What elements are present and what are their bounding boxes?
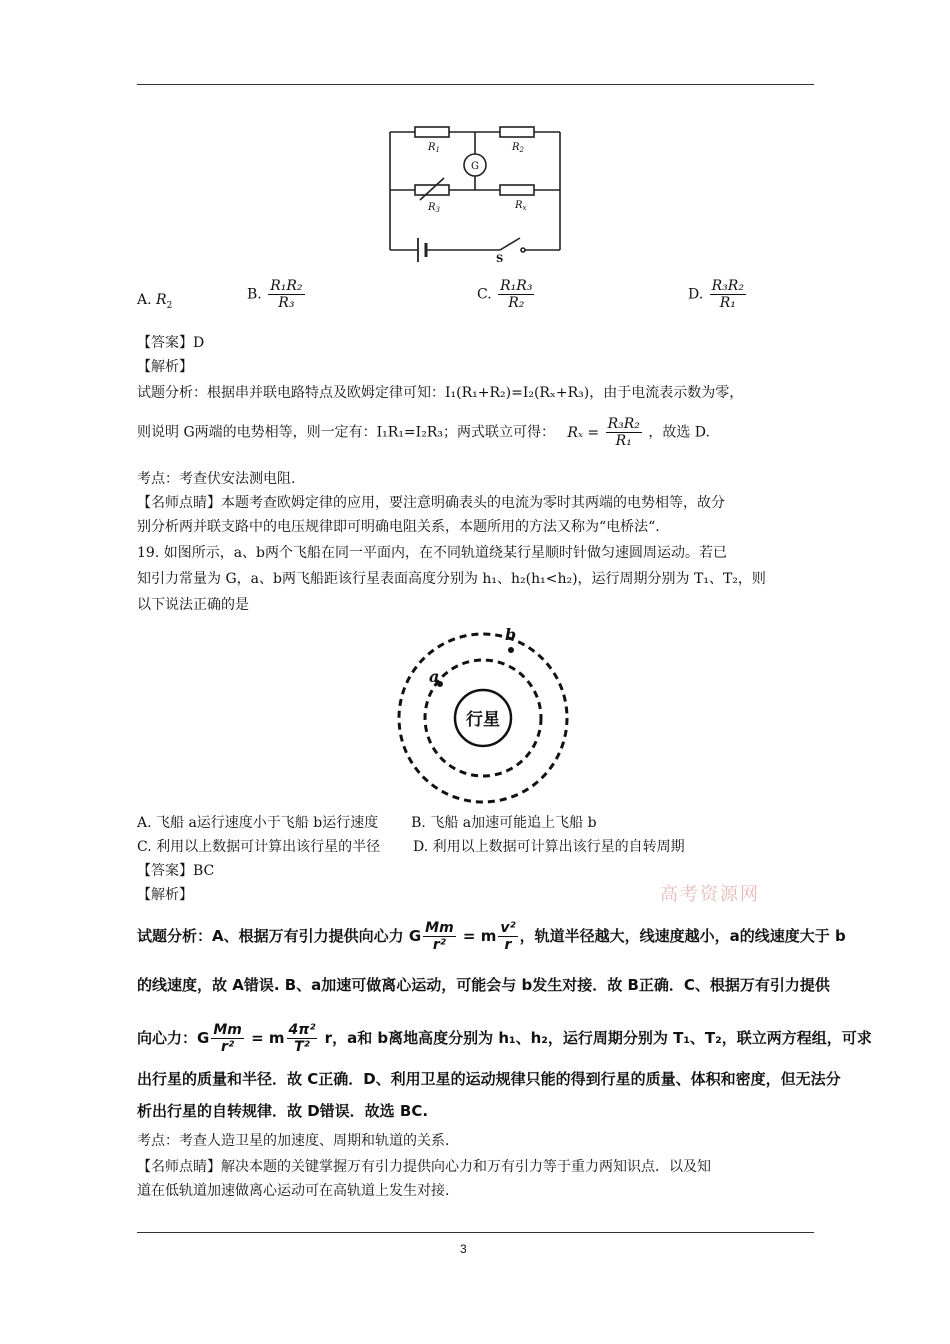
q19-options-row-2 xyxy=(137,838,837,856)
resistor-r1 xyxy=(415,127,449,137)
q19-option-b: B. 飞船 a加速可能追上飞船 b xyxy=(411,815,597,831)
watermark: 高考资源网 xyxy=(660,884,760,905)
q19-analysis-head: 【解析】 xyxy=(137,887,193,903)
q19-stem-3: 以下说法正确的是 xyxy=(137,597,249,613)
q19-mingshi-1: 【名师点睛】解决本题的关键掌握万有引力提供向心力和万有引力等于重力两知识点．以及知 xyxy=(137,1159,711,1175)
label-a: a xyxy=(429,667,440,686)
q19-answer: 【答案】BC xyxy=(137,863,215,879)
q19-analysis-3: 向心力：G $\frac{Mm}{\text{r²}}$ = m $\frac{\text{4π²}}{\text{T²}}$ r，a和 b离地高度分别为 h₁、h₂，运行周期分别为 T₁、T₂，联立两方程组，可求 xyxy=(137,1022,872,1055)
label-r2: $R_2$ xyxy=(512,142,524,154)
q18-analysis-line2: 则说明 G两端的电势相等，则一定有：I₁R₁=I₂R₃；两式联立可得： Rₓ = $\frac{\text{R₃R₂}}{\text{R₁}}$ ，故选 D. xyxy=(137,416,710,449)
q19-option-c: C. 利用以上数据可计算出该行星的半径 xyxy=(137,839,381,855)
q19-stem-1: 19. 如图所示，a、b两个飞船在同一平面内，在不同轨道绕某行星顺时针做匀速圆周运动。若已 xyxy=(137,545,728,561)
q18-mingshi-1: 【名师点睛】本题考查欧姆定律的应用，要注意明确表头的电流为零时其两端的电势相等，故分 xyxy=(137,495,725,511)
option-c: C. $\frac{\text{R₁R₃}}{\text{R₂}}$ xyxy=(477,278,533,311)
page-number: 3 xyxy=(460,1242,467,1256)
q18-mingshi-2: 别分析两并联支路中的电压规律即可明确电阻关系，本题所用的方法又称为“电桥法“. xyxy=(137,519,660,535)
header-rule xyxy=(137,84,814,85)
q19-mingshi-2: 道在低轨道加速做离心运动可在高轨道上发生对接. xyxy=(137,1183,450,1199)
option-a: A. $R_2$ xyxy=(137,292,173,311)
label-b: b xyxy=(505,625,517,644)
q18-analysis-line1: 试题分析：根据串并联电路特点及欧姆定律可知：I₁(R₁+R₂)=I₂(Rₓ+R₃)，由于电流表示数为零， xyxy=(137,385,744,401)
q18-analysis-head: 【解析】 xyxy=(137,359,193,375)
q19-kaodian: 考点：考查人造卫星的加速度、周期和轨道的关系. xyxy=(137,1133,450,1149)
label-r3: $R_3$ xyxy=(428,202,440,214)
q18-answer: 【答案】D xyxy=(137,335,205,351)
q19-analysis-2: 的线速度，故 A错误. B、a加速可做离心运动，可能会与 b发生对接．故 B正确．C、根据万有引力提供 xyxy=(137,976,830,994)
resistor-r2 xyxy=(500,127,534,137)
q19-stem-2: 知引力常量为 G，a、b两飞船距该行星表面高度分别为 h₁、h₂(h₁<h₂)，运行周期分别为 T₁、T₂，则 xyxy=(137,571,766,587)
footer-rule xyxy=(137,1232,814,1233)
q19-option-a: A. 飞船 a运行速度小于飞船 b运行速度 xyxy=(137,815,379,831)
planet-label: 行星 xyxy=(466,710,500,730)
label-g: G xyxy=(471,161,479,172)
q19-analysis-5: 析出行星的自转规律．故 D错误．故选 BC. xyxy=(137,1102,429,1120)
bridge-circuit-diagram xyxy=(380,120,580,265)
option-b: B. $\frac{\text{R₁R₂}}{\text{R₃}}$ xyxy=(247,278,303,311)
resistor-rx xyxy=(500,185,534,195)
label-rx: $R_x$ xyxy=(515,200,527,212)
label-s: S xyxy=(496,254,504,265)
spaceship-b xyxy=(508,647,514,653)
q19-options-row-1 xyxy=(137,814,837,832)
label-r1: $R_1$ xyxy=(428,142,440,154)
q19-option-d: D. 利用以上数据可计算出该行星的自转周期 xyxy=(413,839,685,855)
q19-analysis-4: 出行星的质量和半径．故 C正确．D、利用卫星的运动规律只能的得到行星的质量、体积和密度，但无法分 xyxy=(137,1070,841,1088)
orbit-figure xyxy=(385,618,575,808)
q19-analysis-1: 试题分析：A、根据万有引力提供向心力 G $\frac{Mm}{\text{r²}}$ = m $\frac{\text{v²}}{r}$ ，轨道半径越大，线速度越小，a的线速度大于 b xyxy=(137,920,846,953)
q18-kaodian: 考点：考查伏安法测电阻. xyxy=(137,471,296,487)
option-d: D. $\frac{\text{R₃R₂}}{\text{R₁}}$ xyxy=(688,278,744,311)
